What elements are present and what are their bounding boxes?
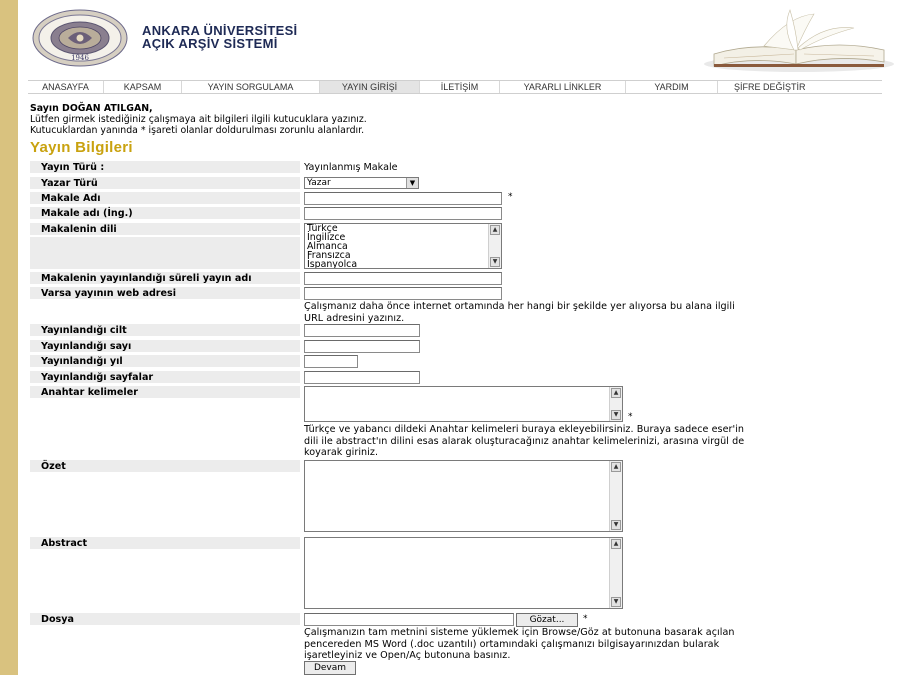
language-option[interactable]: Türkçe [307,223,338,234]
textarea-scrollbar[interactable] [609,387,622,421]
browse-button[interactable]: Gözat... [516,613,578,627]
nav-yardim[interactable]: YARDIM [626,81,718,93]
section-title: Yayın Bilgileri [30,139,133,156]
row-ozet [30,460,882,534]
scroll-up-icon[interactable]: ▲ [611,388,621,398]
makalenin-dili-listbox[interactable] [304,223,502,269]
makale-adi-input[interactable] [304,192,502,205]
yazar-turu-select[interactable] [304,177,419,189]
listbox-scrollbar[interactable] [488,224,501,268]
help-line: Çalışmanız daha önce internet ortamında her hangi bir şekilde yer alıyorsa bu alana ilgili [304,301,735,312]
intro-line2: Kutucuklardan yanında * işareti olanlar doldurulması zorunlu alanlardır. [30,125,365,136]
dosya-help [304,627,884,662]
required-marker: * [628,412,633,422]
anahtar-kelimeler-help [304,424,884,459]
site-title-line1: ANKARA ÜNİVERSİTESİ [142,23,298,38]
university-logo [30,8,130,68]
anahtar-kelimeler-textarea[interactable] [304,386,623,422]
row-sayi [30,340,882,354]
textarea-scrollbar[interactable] [609,461,622,531]
row-anahtar-kelimeler [30,386,882,460]
help-line: pencereden MS Word (.doc uzantılı) ortamındaki çalışmanızı bilgisayarınızdan bularak [304,638,720,650]
scroll-down-icon[interactable]: ▼ [490,257,500,267]
value-yayin-turu: Yayınlanmış Makale [304,162,398,173]
site-title [142,24,297,50]
row-dosya [30,613,882,673]
help-line: Türkçe ve yabancı dildeki Anahtar kelimeleri buraya ekleyebilirsiniz. Buraya sadece eser'in [304,424,745,435]
scroll-up-icon[interactable]: ▲ [611,539,621,549]
label-yazar-turu: Yazar Türü [30,177,300,190]
help-line: Çalışmanızın tam metnini sisteme yüklemek için Browse/Göz at butonuna basarak açılan [304,627,735,638]
row-sureli-yayin [30,272,882,286]
nav-yararli-linkler[interactable]: YARARLI LİNKLER [500,81,626,93]
devam-button[interactable]: Devam [304,661,356,675]
label-makale-adi-ing: Makale adı (İng.) [30,207,300,220]
label-makalenin-dili-fill [30,237,300,269]
sureli-yayin-input[interactable] [304,272,502,285]
textarea-scrollbar[interactable] [609,538,622,608]
label-makale-adi: Makale Adı [30,192,300,205]
dosya-file-input[interactable] [304,613,514,626]
user-greeting: Sayın DOĞAN ATILGAN, [30,103,153,114]
label-sayfalar: Yayınlandığı sayfalar [30,371,300,384]
label-dosya: Dosya [30,613,300,626]
chevron-down-icon: ▼ [406,178,418,188]
site-title-line2: AÇIK ARŞİV SİSTEMİ [142,36,278,51]
language-option[interactable]: İspanyolca [307,259,358,269]
row-yil [30,355,882,369]
web-adresi-input[interactable] [304,287,502,300]
main-navigation [28,80,882,94]
yazar-turu-selected: Yazar [307,178,331,188]
row-makale-adi-ing [30,207,882,221]
language-option[interactable]: İngilizce [307,232,346,243]
label-cilt: Yayınlandığı cilt [30,324,300,337]
required-marker: * [583,614,588,624]
intro-text [30,103,367,136]
ozet-textarea[interactable] [304,460,623,532]
yil-input[interactable] [304,355,358,368]
label-sureli-yayin: Makalenin yayınlandığı süreli yayın adı [30,272,300,285]
nav-kapsam[interactable]: KAPSAM [104,81,182,93]
label-sayi: Yayınlandığı sayı [30,340,300,353]
sayfalar-input[interactable] [304,371,420,384]
scroll-down-icon[interactable]: ▼ [611,410,621,420]
label-anahtar-kelimeler: Anahtar kelimeler [30,386,300,399]
row-makale-adi [30,192,882,206]
label-web-adresi: Varsa yayının web adresi [30,287,300,300]
scroll-down-icon[interactable]: ▼ [611,520,621,530]
sayi-input[interactable] [304,340,420,353]
row-sayfalar [30,371,882,385]
label-makalenin-dili: Makalenin dili [30,223,300,236]
nav-anasayfa[interactable]: ANASAYFA [28,81,104,93]
row-cilt [30,324,882,338]
nav-yayin-sorgulama[interactable]: YAYIN SORGULAMA [182,81,320,93]
row-yazar-turu [30,177,882,191]
abstract-textarea[interactable] [304,537,623,609]
label-yil: Yayınlandığı yıl [30,355,300,368]
label-ozet: Özet [30,460,300,473]
left-accent-bar [0,0,18,675]
open-book-illustration [694,6,894,74]
help-line: işaretleyiniz ve Open/Aç butonuna basınız. [304,650,511,661]
intro-line1: Lütfen girmek istediğiniz çalışmaya ait bilgileri ilgili kutucuklara yazınız. [30,114,367,125]
makale-adi-ing-input[interactable] [304,207,502,220]
scroll-up-icon[interactable]: ▲ [490,225,500,235]
help-line: koyarak giriniz. [304,447,379,458]
label-yayin-turu: Yayın Türü : [30,161,300,174]
row-abstract [30,537,882,611]
logo-year: 1946 [71,54,89,62]
web-adresi-help [304,301,735,324]
row-makalenin-dili [30,223,882,269]
nav-iletisim[interactable]: İLETİŞİM [420,81,500,93]
scroll-down-icon[interactable]: ▼ [611,597,621,607]
header [18,0,900,78]
help-line: dili ile abstract'ın dilini esas alarak oluşturacağınız anahtar kelimelerinizi, arasına virgül de [304,435,745,447]
required-marker: * [508,192,513,202]
nav-sifre-degistir[interactable]: ŞİFRE DEĞİŞTİR [734,82,806,92]
help-line: URL adresini yazınız. [304,312,405,324]
label-abstract: Abstract [30,537,300,550]
cilt-input[interactable] [304,324,420,337]
language-option[interactable]: Fransızca [307,250,351,261]
scroll-up-icon[interactable]: ▲ [611,462,621,472]
language-option[interactable]: Almanca [307,241,348,252]
row-web-adresi [30,287,882,323]
nav-yayin-girisi[interactable]: YAYIN GİRİŞİ [320,81,420,93]
row-yayin-turu [30,161,882,175]
page [18,0,900,675]
